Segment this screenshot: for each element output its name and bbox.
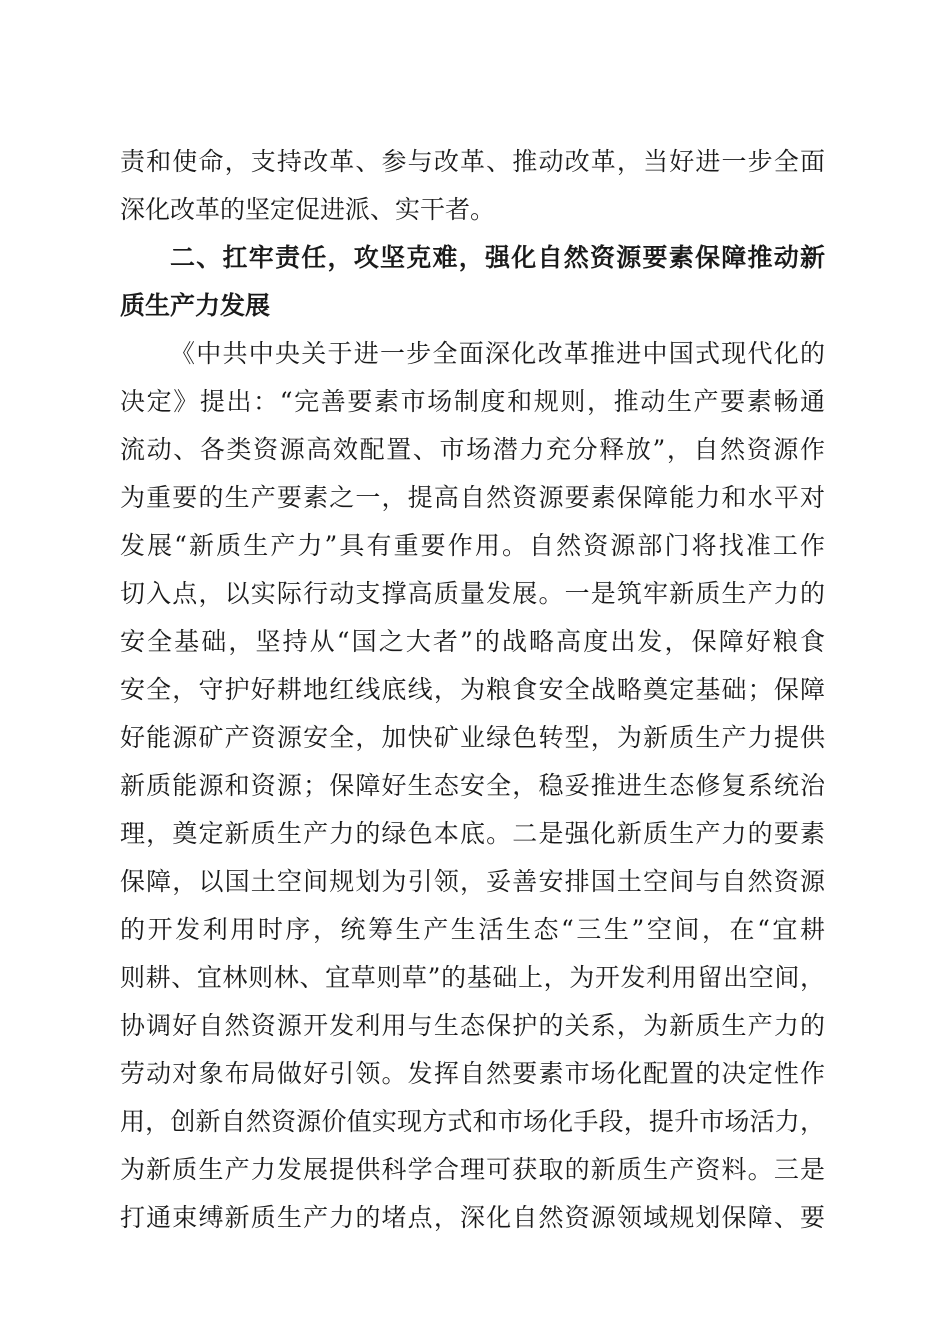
text-line: 决定》提出：“完善要素市场制度和规则，推动生产要素畅通 <box>120 387 825 416</box>
text-line: 劳动对象布局做好引领。发挥自然要素市场化配置的决定性作 <box>120 1059 825 1088</box>
text-line: 打通束缚新质生产力的堵点，深化自然资源领域规划保障、要 <box>120 1203 825 1232</box>
text-line: 安全，守护好耕地红线底线，为粮食安全战略奠定基础；保障 <box>120 675 825 704</box>
text-line: 为重要的生产要素之一，提高自然资源要素保障能力和水平对 <box>120 483 825 512</box>
text-line: 发展“新质生产力”具有重要作用。自然资源部门将找准工作 <box>120 531 825 560</box>
section-heading: 质生产力发展 <box>120 291 271 320</box>
text-line: 切入点，以实际行动支撑高质量发展。一是筑牢新质生产力的 <box>120 579 825 608</box>
text-line: 保障，以国土空间规划为引领，妥善安排国土空间与自然资源 <box>120 867 825 896</box>
section-heading: 二、扛牢责任，攻坚克难，强化自然资源要素保障推动新 <box>170 243 825 272</box>
text-line: 责和使命，支持改革、参与改革、推动改革，当好进一步全面 <box>120 147 825 176</box>
text-line: 为新质生产力发展提供科学合理可获取的新质生产资料。三是 <box>120 1155 825 1184</box>
text-line: 流动、各类资源高效配置、市场潜力充分释放”，自然资源作 <box>120 435 825 464</box>
text-line: 的开发利用时序，统筹生产生活生态“三生”空间，在“宜耕 <box>120 915 825 944</box>
text-line: 好能源矿产资源安全，加快矿业绿色转型，为新质生产力提供 <box>120 723 825 752</box>
text-line: 协调好自然资源开发利用与生态保护的关系，为新质生产力的 <box>120 1011 825 1040</box>
text-line: 用，创新自然资源价值实现方式和市场化手段，提升市场活力， <box>120 1107 825 1136</box>
text-line: 《中共中央关于进一步全面深化改革推进中国式现代化的 <box>170 339 825 368</box>
text-line: 新质能源和资源；保障好生态安全，稳妥推进生态修复系统治 <box>120 771 825 800</box>
text-line: 安全基础，坚持从“国之大者”的战略高度出发，保障好粮食 <box>120 627 825 656</box>
text-line: 深化改革的坚定促进派、实干者。 <box>120 195 496 224</box>
text-line: 则耕、宜林则林、宜草则草”的基础上，为开发利用留出空间， <box>120 963 825 992</box>
text-line: 理，奠定新质生产力的绿色本底。二是强化新质生产力的要素 <box>120 819 825 848</box>
